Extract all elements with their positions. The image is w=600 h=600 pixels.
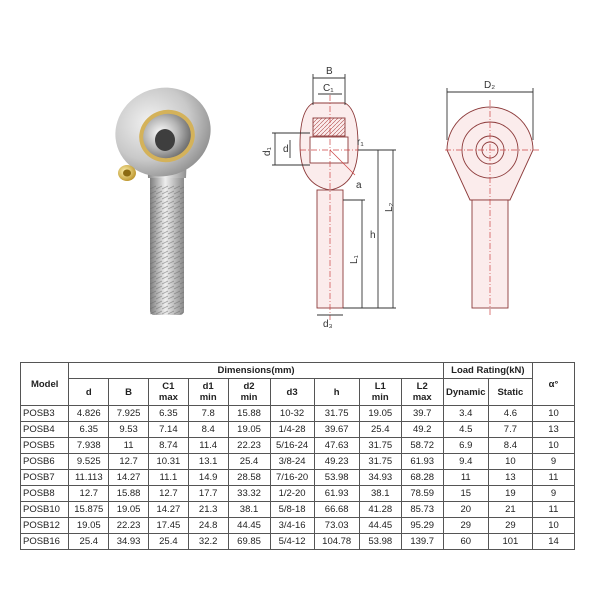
table-cell: 7.925 [109,406,149,422]
table-cell: 39.7 [401,406,443,422]
label-d: d [283,144,289,155]
table-cell: 34.93 [359,470,401,486]
table-cell: 11 [109,438,149,454]
table-cell: 68.28 [401,470,443,486]
header-model: Model [21,363,69,406]
header-L2: L2 max [401,379,443,406]
table-cell: 11.1 [148,470,188,486]
table-cell: 31.75 [314,406,359,422]
table-cell: 21.3 [188,502,228,518]
table-cell: 25.4 [359,422,401,438]
label-a: a [356,180,362,191]
label-B: B [326,66,333,77]
label-L1: L₁ [349,255,360,264]
header-L1: L1 min [359,379,401,406]
table-cell: 5/4-12 [270,534,314,550]
table-cell: 15.875 [69,502,109,518]
table-cell: 9.53 [109,422,149,438]
model-cell: POSB16 [21,534,69,550]
table-cell: 53.98 [359,534,401,550]
table-cell: 19.05 [69,518,109,534]
table-cell: 61.93 [314,486,359,502]
table-cell: 60 [443,534,488,550]
table-cell: 22.23 [228,438,270,454]
table-row [21,454,575,470]
table-cell: 25.4 [148,534,188,550]
table-cell: 21 [488,502,532,518]
table-cell: 8.4 [488,438,532,454]
label-d1: d₁ [262,147,273,156]
table-cell: 11 [532,502,574,518]
table-cell: 20 [443,502,488,518]
table-cell: 17.7 [188,486,228,502]
label-h: h [370,230,376,241]
table-cell: 44.45 [228,518,270,534]
table-cell: 6.35 [148,406,188,422]
header-dimensions: Dimensions(mm) [69,363,443,379]
table-cell: 19.05 [359,406,401,422]
model-cell: POSB5 [21,438,69,454]
label-D2: D₂ [484,80,496,91]
table-row [21,502,575,518]
table-cell: 15 [443,486,488,502]
table-cell: 104.78 [314,534,359,550]
table-cell: 69.85 [228,534,270,550]
header-dynamic: Dynamic [443,379,488,406]
table-cell: 7.938 [69,438,109,454]
table-cell: 24.8 [188,518,228,534]
table-cell: 4.6 [488,406,532,422]
table-cell: 17.45 [148,518,188,534]
table-cell: 12.7 [109,454,149,470]
table-cell: 9.525 [69,454,109,470]
table-row [21,406,575,422]
table-cell: 13 [532,422,574,438]
label-C1: C₁ [323,83,334,94]
table-cell: 28.58 [228,470,270,486]
table-cell: 1/2-20 [270,486,314,502]
table-cell: 7.7 [488,422,532,438]
table-cell: 7.14 [148,422,188,438]
table-cell: 11.4 [188,438,228,454]
table-cell: 14.27 [148,502,188,518]
table-cell: 9 [532,486,574,502]
table-cell: 13.1 [188,454,228,470]
model-cell: POSB3 [21,406,69,422]
table-cell: 41.28 [359,502,401,518]
table-cell: 13 [488,470,532,486]
table-cell: 6.35 [69,422,109,438]
table-cell: 95.29 [401,518,443,534]
header-static: Static [488,379,532,406]
table-cell: 19.05 [109,502,149,518]
label-L2: L₂ [384,202,395,212]
header-d1: d1 min [188,379,228,406]
table-cell: 12.7 [69,486,109,502]
table-cell: 3/8-24 [270,454,314,470]
table-cell: 61.93 [401,454,443,470]
table-row [21,470,575,486]
table-cell: 1/4-28 [270,422,314,438]
table-cell: 34.93 [109,534,149,550]
front-view-drawing [445,88,540,315]
table-cell: 6.9 [443,438,488,454]
table-cell: 11 [443,470,488,486]
table-cell: 5/8-18 [270,502,314,518]
table-cell: 14.27 [109,470,149,486]
table-cell: 10 [532,406,574,422]
table-cell: 7.8 [188,406,228,422]
table-cell: 19 [488,486,532,502]
header-angle: α° [532,363,574,406]
rod-end-photo [104,75,222,315]
table-cell: 25.4 [69,534,109,550]
table-row [21,486,575,502]
table-cell: 47.63 [314,438,359,454]
table-cell: 10-32 [270,406,314,422]
table-cell: 15.88 [109,486,149,502]
table-cell: 15.88 [228,406,270,422]
side-section-drawing [272,74,396,320]
table-cell: 10 [532,438,574,454]
table-cell: 4.826 [69,406,109,422]
model-cell: POSB12 [21,518,69,534]
table-cell: 58.72 [401,438,443,454]
table-body [21,406,575,550]
table-cell: 7/16-20 [270,470,314,486]
table-cell: 9.4 [443,454,488,470]
header-B: B [109,379,149,406]
table-cell: 33.32 [228,486,270,502]
table-cell: 10.31 [148,454,188,470]
model-cell: POSB4 [21,422,69,438]
table-cell: 31.75 [359,454,401,470]
table-cell: 14.9 [188,470,228,486]
table-cell: 3.4 [443,406,488,422]
table-cell: 78.59 [401,486,443,502]
table-row [21,518,575,534]
table-row [21,534,575,550]
table-cell: 11.113 [69,470,109,486]
header-d: d [69,379,109,406]
table-cell: 22.23 [109,518,149,534]
table-cell: 8.74 [148,438,188,454]
table-cell: 101 [488,534,532,550]
table-cell: 19.05 [228,422,270,438]
header-d2: d2 min [228,379,270,406]
table-cell: 73.03 [314,518,359,534]
specification-table [20,362,575,550]
table-cell: 31.75 [359,438,401,454]
table-cell: 49.2 [401,422,443,438]
label-r1: r₁ [357,137,364,148]
table-cell: 4.5 [443,422,488,438]
table-cell: 39.67 [314,422,359,438]
table-cell: 11 [532,470,574,486]
table-cell: 38.1 [359,486,401,502]
header-d3: d3 [270,379,314,406]
model-cell: POSB8 [21,486,69,502]
model-cell: POSB7 [21,470,69,486]
label-d3: d₃ [323,319,333,330]
table-row [21,438,575,454]
table-cell: 8.4 [188,422,228,438]
table-cell: 139.7 [401,534,443,550]
table-cell: 66.68 [314,502,359,518]
table-cell: 3/4-16 [270,518,314,534]
table-cell: 49.23 [314,454,359,470]
table-row [21,422,575,438]
header-h: h [314,379,359,406]
table-cell: 10 [532,518,574,534]
table-cell: 32.2 [188,534,228,550]
table-cell: 14 [532,534,574,550]
table-cell: 29 [443,518,488,534]
table-cell: 44.45 [359,518,401,534]
table-cell: 12.7 [148,486,188,502]
table-cell: 38.1 [228,502,270,518]
header-C1: C1 max [148,379,188,406]
table-cell: 53.98 [314,470,359,486]
model-cell: POSB10 [21,502,69,518]
table-cell: 25.4 [228,454,270,470]
header-load-rating: Load Rating(kN) [443,363,532,379]
table-cell: 29 [488,518,532,534]
model-cell: POSB6 [21,454,69,470]
table-cell: 9 [532,454,574,470]
table-cell: 85.73 [401,502,443,518]
table-cell: 10 [488,454,532,470]
table-cell: 5/16-24 [270,438,314,454]
